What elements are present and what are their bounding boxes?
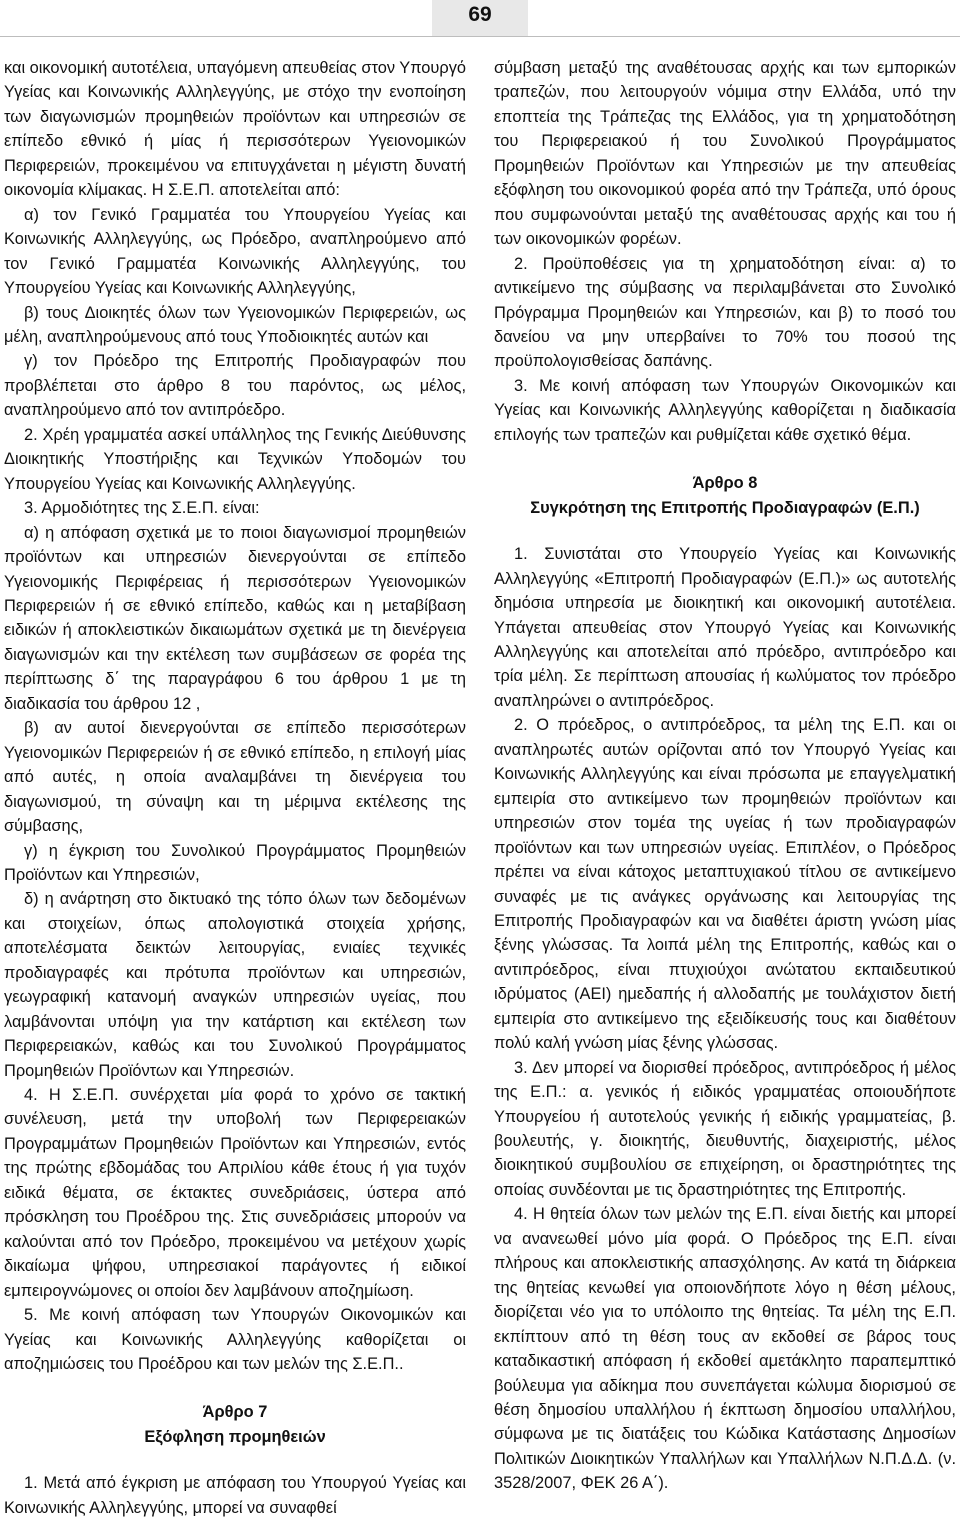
article-8-heading: Άρθρο 8 [692, 474, 758, 493]
right-column [494, 56, 956, 1493]
paragraph: 3. Με κοινή απόφαση των Υπουργών Οικονομικών και Υγείας και Κοινωνικής Αλληλεγγύης καθορίζεται η διαδικασία επιλογής των τραπεζών και ρυθμίζεται κάθε σχετικό θέμα. [494, 376, 956, 444]
paragraph: 4. Η Σ.Ε.Π. συνέρχεται μία φορά το χρόνο σε τακτική συνέλευση, μετά την υποβολή των Περιφερειακών Προγραμμάτων Προμηθειών Προϊόντων και Υπηρεσιών, εντός της πρώτης εβδομάδας του Απριλίου κάθε έτους ή για τυχόν ειδικά θέματα, σε έκτακτες συνεδριάσεις, ύστερα από πρόσκληση του Προέδρου της. Στις συνεδριάσεις μπορούν να καλούνται από τον Πρόεδρο, προκειμένου να μετέχουν χωρίς δικαίωμα ψήφου, υπηρεσιακοί παράγοντες ή ειδικοί εμπειρογνώμονες οι οποίοι δεν λαμβάνουν αποζημίωση. [4, 1086, 466, 1300]
page-number: 69 [432, 0, 528, 36]
paragraph: 1. Μετά από έγκριση με απόφαση του Υπουργού Υγείας και Κοινωνικής Αλληλεγγύης, μπορεί να συναφθεί [4, 1474, 466, 1517]
paragraph: δ) η ανάρτηση στο δικτυακό της τόπο όλων των δεδομένων και στοιχείων, όπως απολογιστικά στοιχεία χρήσης, αποτελέσματα δεικτών λειτουργίας, ενιαίες τεχνικές προδιαγραφές και πρότυπα προϊόντων και υπηρεσιών, γεωγραφική κατανομή αναγκών υπηρεσιών υγείας, που λαμβάνονται υπόψη για την κατάρτιση και εκτέλεση των Περιφερειακών, καθώς και του Συνολικού Προγράμματος Προμηθειών Προϊόντων και Υπηρεσιών. [4, 890, 466, 1080]
paragraph: 3. Δεν μπορεί να διορισθεί πρόεδρος, αντιπρόεδρος ή μέλος της Ε.Π.: α. γενικός ή ειδικός γραμματέας οποιουδήποτε Υπουργείου ή αυτοτελούς γενικής ή ειδικής γραμματείας, β. βουλευτής, γ. διοικητής, διευθυντής, διαχειριστής, μέλος διοικητικού συμβουλίου σε επιχείρηση, οι δραστηριότητες της οποίας συνδέονται με τις δραστηριότητες της Επιτροπής. [494, 1058, 956, 1199]
paragraph: γ) η έγκριση του Συνολικού Προγράμματος Προμηθειών Προϊόντων και Υπηρεσιών, [4, 841, 466, 884]
paragraph: 2. Ο πρόεδρος, ο αντιπρόεδρος, τα μέλη της Ε.Π. και οι αναπληρωτές αυτών ορίζονται από τον Υπουργό Υγείας και Κοινωνικής Αλληλεγγύης και είναι πρόσωπα με επαγγελματική εμπειρία στο αντικείμενο των προμηθειών προϊόντων και υπηρεσιών στον τομέα της υγείας ή των προδιαγραφών προϊόντων και των υπηρεσιών υγείας. Επιπλέον, ο Πρόεδρος πρέπει να είναι κάτοχος μεταπτυχιακού τίτλου σε αντικείμενο συναφές με τις ανάγκες οργάνωσης και λειτουργίας της Επιτροπής Προδιαγραφών και να διαθέτει άριστη γνώση μίας ξένης γλώσσας. Τα λοιπά μέλη της Επιτροπής, καθώς και ο αντιπρόεδρος, είναι πτυχιούχοι ανώτατου εκπαιδευτικού ιδρύματος (ΑΕΙ) ημεδαπής ή αλλοδαπής με τουλάχιστον διετή εμπειρία στο αντικείμενο της εξειδίκευσής τους και διαθέτουν πολύ καλή γνώση μίας ξένης γλώσσας. [494, 716, 956, 1053]
left-column [4, 56, 467, 1517]
article-7-heading: Άρθρο 7 [202, 1403, 268, 1422]
paragraph: 4. Η θητεία όλων των μελών της Ε.Π. είναι διετής και μπορεί να ανανεωθεί μόνο μία φορά. Ο Πρόεδρος της Ε.Π. είναι πλήρους και αποκλειστικής απασχόλησης. Αν κατά τη διάρκεια της θητείας κενωθεί για οποιονδήποτε λόγο η θέση μέλους, διορίζεται νέο για το υπόλοιπο της θητείας. Τα μέλη της Ε.Π. εκπίπτουν από τη θέση τους αν εκδοθεί σε βάρος τους καταδικαστική απόφαση ή εκδοθεί αμετάκλητο παραπεμπτικό βούλευμα για αδίκημα που συνεπάγεται κώλυμα διορισμού σε θέση δημοσίου υπαλλήλου ή έκπτωση δημοσίου υπαλλήλου, σύμφωνα με τις διατάξεις του Κώδικα Κατάστασης Δημοσίων Πολιτικών Διοικητικών Υπαλλήλων και Υπαλλήλων Ν.Π.Δ.Δ. (ν. 3528/2007, ΦΕΚ 26 Α΄). [494, 1205, 956, 1493]
article-7-subheading: Εξόφληση προμηθειών [144, 1427, 326, 1446]
article-8-subheading: Συγκρότηση της Επιτροπής Προδιαγραφών (Ε.Π.) [530, 498, 920, 517]
paragraph: 5. Με κοινή απόφαση των Υπουργών Οικονομικών και Υγείας και Κοινωνικής Αλληλεγγύης καθορίζεται οι αποζημιώσεις του Προέδρου και των μελών της Σ.Ε.Π.. [4, 1306, 466, 1374]
paragraph: σύμβαση μεταξύ της αναθέτουσας αρχής και των εμπορικών τραπεζών, που λειτουργούν νόμιμα στην Ελλάδα, υπό την εποπτεία της Τράπεζας της Ελλάδος, για τη χρηματοδότηση του Περιφερειακού ή του Συνολικού Προγράμματος Προμηθειών Προϊόντων και Υπηρεσιών με την απευθείας εξόφληση του οικονομικού φορέα από την Τράπεζα, υπό όρους που συμφωνούνται μεταξύ της αναθέτουσας αρχής και του ή των οικονομικών φορέων. [494, 59, 956, 249]
paragraph: β) τους Διοικητές όλων των Υγειονομικών Περιφερειών, ως μέλη, αναπληρούμενους από τους Υποδιοικητές αυτών και [4, 303, 466, 346]
paragraph: 3. Αρμοδιότητες της Σ.Ε.Π. είναι: [24, 499, 260, 518]
header-divider [0, 36, 960, 37]
paragraph: α) η απόφαση σχετικά με το ποιοι διαγωνισμοί προμηθειών προϊόντων και υπηρεσιών διενεργούνται σε επίπεδο Υγειονομικής Περιφέρειας ή περισσότερων Υγειονομικών Περιφερειών ή σε εθνικό επίπεδο, καθώς και η μεταβίβαση ειδικών ή αποκλειστικών δικαιωμάτων σχετικά με τη διενέργεια διαγωνισμών και την εκτέλεση των συμβάσεων σε φορέα της περίπτωσης δ΄ της παραγράφου 6 του άρθρου 1 με τη διαδικασία του άρθρου 12 , [4, 523, 466, 713]
paragraph: 2. Χρέη γραμματέα ασκεί υπάλληλος της Γενικής Διεύθυνσης Διοικητικής Υποστήριξης και Τεχνικών Υποδομών του Υπουργείου Υγείας και Κοινωνικής Αλληλεγγύης. [4, 425, 466, 493]
paragraph: και οικονομική αυτοτέλεια, υπαγόμενη απευθείας στον Υπουργό Υγείας και Κοινωνικής Αλληλεγγύης, με στόχο την ενοποίηση των διαγωνισμών προμηθειών προϊόντων και υπηρεσιών σε επίπεδο εθνικό ή μίας ή περισσότερων Υγειονομικών Περιφερειών, προκειμένου να επιτυγχάνεται η μέγιστη δυνατή οικονομία κλίμακας. Η Σ.Ε.Π. αποτελείται από: [4, 59, 467, 200]
paragraph: γ) τον Πρόεδρο της Επιτροπής Προδιαγραφών που προβλέπεται στο άρθρο 8 του παρόντος, ως μέλος, αναπληρούμενο από τον αντιπρόεδρο. [4, 352, 466, 420]
paragraph: 2. Προϋποθέσεις για τη χρηματοδότηση είναι: α) το αντικείμενο της σύμβασης να περιλαμβάνεται στο Συνολικό Πρόγραμμα Προμηθειών και Υπηρεσιών, και β) το ποσό του δανείου να μην υπερβαίνει το 70% του ποσού της προϋπολογισθείσας δαπάνης. [494, 254, 956, 371]
paragraph: α) τον Γενικό Γραμματέα του Υπουργείου Υγείας και Κοινωνικής Αλληλεγγύης, ως Πρόεδρο, αναπληρούμενο από τον Γενικό Γραμματέα Κοινωνικής Αλληλεγγύης, του Υπουργείου Υγείας και Κοινωνικής Αλληλεγγύης, [4, 205, 466, 298]
paragraph: β) αν αυτοί διενεργούνται σε επίπεδο περισσότερων Υγειονομικών Περιφερειών ή σε εθνικό επίπεδο, η επιλογή μίας από αυτές, η οποία αναλαμβάνει τη διενέργεια του διαγωνισμού, τη σύναψη και τη μέριμνα εκτέλεσης της σύμβασης, [4, 719, 466, 836]
paragraph: 1. Συνιστάται στο Υπουργείο Υγείας και Κοινωνικής Αλληλεγγύης «Επιτροπή Προδιαγραφών (Ε.Π.)» ως αυτοτελής δημόσια υπηρεσία με διοικητική και οικονομική αυτοτέλεια. Υπάγεται απευθείας στον Υπουργό Υγείας και Κοινωνικής Αλληλεγγύης και αποτελείται από πρόεδρο, αντιπρόεδρο και τρία μέλη. Σε περίπτωση απουσίας ή κωλύματος τον πρόεδρο αναπληρώνει ο αντιπρόεδρος. [494, 545, 956, 710]
